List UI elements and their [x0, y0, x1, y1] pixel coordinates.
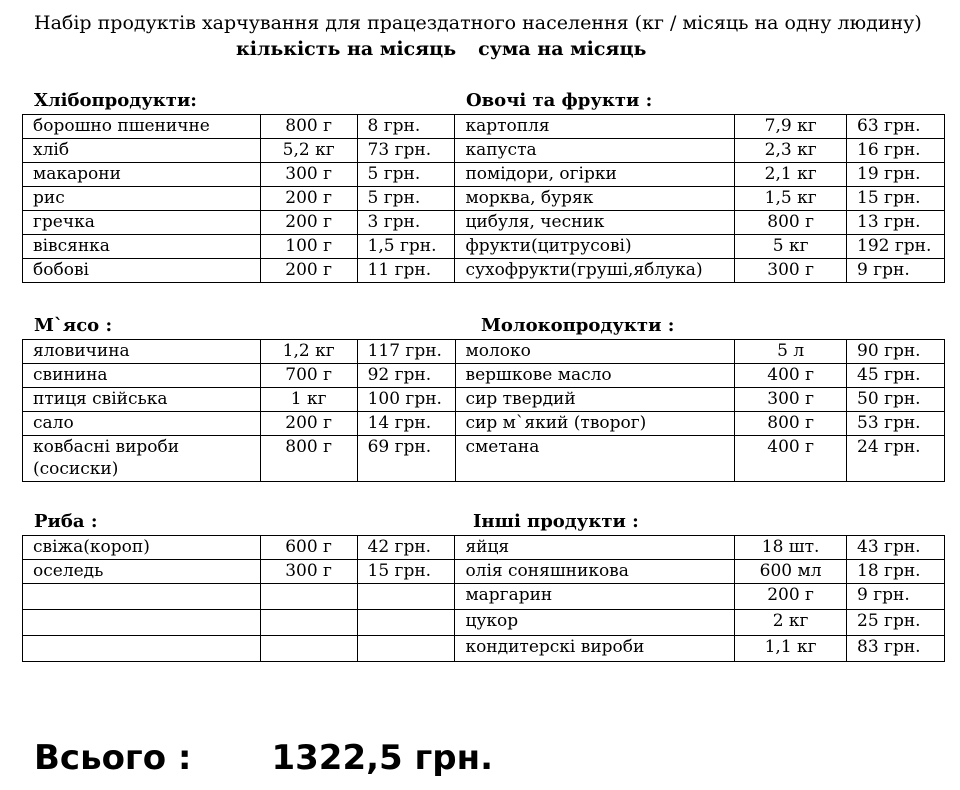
cell-sum: 42 грн. — [357, 536, 455, 560]
cell-name: сухофрукти(груші,яблука) — [455, 259, 735, 283]
table-row — [23, 211, 945, 235]
cell-name: помідори, огірки — [455, 163, 735, 187]
cell-qty: 300 г — [260, 560, 357, 584]
table-bread-vegetables — [22, 114, 945, 283]
cell-sum: 16 грн. — [847, 139, 945, 163]
grand-total — [34, 738, 493, 778]
table-fish-other — [22, 535, 945, 662]
cell-name: рис — [23, 187, 261, 211]
cell-sum: 9 грн. — [847, 259, 945, 283]
cell-name: сало — [23, 412, 261, 436]
cell-name: птиця свійська — [23, 388, 261, 412]
table-row — [23, 187, 945, 211]
cell-sum: 100 грн. — [357, 388, 455, 412]
cell-name: свинина — [23, 364, 261, 388]
cell-sum: 3 грн. — [357, 211, 455, 235]
table-row — [23, 235, 945, 259]
section-title-bread: Хлібопродукти: — [34, 90, 197, 111]
cell-qty: 5 кг — [735, 235, 847, 259]
section-title-meat: М`ясо : — [34, 315, 113, 336]
cell-qty: 300 г — [735, 388, 847, 412]
cell-name: макарони — [23, 163, 261, 187]
cell-qty: 400 г — [735, 364, 847, 388]
cell-sum: 117 грн. — [357, 340, 455, 364]
cell-name: картопля — [455, 115, 735, 139]
cell-name: гречка — [23, 211, 261, 235]
table-row — [23, 163, 945, 187]
cell-name: яйця — [455, 536, 735, 560]
cell-name: бобові — [23, 259, 261, 283]
cell-name: сир м`який (творог) — [455, 412, 735, 436]
table-row — [23, 560, 945, 584]
cell-qty: 1 кг — [260, 388, 357, 412]
cell-empty — [23, 584, 261, 610]
cell-qty: 200 г — [260, 211, 357, 235]
cell-qty: 200 г — [260, 412, 357, 436]
cell-name: оселедь — [23, 560, 261, 584]
table-row — [23, 139, 945, 163]
cell-qty: 100 г — [260, 235, 357, 259]
cell-name: хліб — [23, 139, 261, 163]
cell-qty: 800 г — [735, 211, 847, 235]
cell-qty: 1,5 кг — [735, 187, 847, 211]
cell-empty — [357, 610, 455, 636]
cell-name: вершкове масло — [455, 364, 735, 388]
table-row — [23, 536, 945, 560]
cell-sum: 24 грн. — [847, 436, 945, 482]
cell-sum: 9 грн. — [847, 584, 945, 610]
cell-sum: 53 грн. — [847, 412, 945, 436]
cell-qty: 1,2 кг — [260, 340, 357, 364]
table-row — [23, 388, 945, 412]
cell-qty: 700 г — [260, 364, 357, 388]
cell-name: сметана — [455, 436, 735, 482]
cell-sum: 5 грн. — [357, 187, 455, 211]
cell-qty: 200 г — [260, 259, 357, 283]
cell-name: свіжа(короп) — [23, 536, 261, 560]
table-row — [23, 436, 945, 482]
cell-qty: 800 г — [260, 115, 357, 139]
cell-sum: 69 грн. — [357, 436, 455, 482]
table-row — [23, 584, 945, 610]
table-row — [23, 412, 945, 436]
cell-sum: 15 грн. — [357, 560, 455, 584]
cell-sum: 73 грн. — [357, 139, 455, 163]
cell-sum: 13 грн. — [847, 211, 945, 235]
cell-sum: 83 грн. — [847, 636, 945, 662]
page-title: Набір продуктів харчування для працездатного населення (кг / місяць на одну людину) — [34, 12, 922, 34]
cell-name: цукор — [455, 610, 735, 636]
cell-name: вівсянка — [23, 235, 261, 259]
table-row — [23, 610, 945, 636]
cell-name: борошно пшеничне — [23, 115, 261, 139]
cell-name: олія соняшникова — [455, 560, 735, 584]
cell-empty — [260, 584, 357, 610]
table-row — [23, 259, 945, 283]
total-label: Всього : — [34, 738, 192, 778]
cell-qty: 5 л — [735, 340, 847, 364]
cell-sum: 63 грн. — [847, 115, 945, 139]
cell-sum: 43 грн. — [847, 536, 945, 560]
cell-empty — [23, 636, 261, 662]
cell-empty — [260, 636, 357, 662]
cell-name: сир твердий — [455, 388, 735, 412]
cell-sum: 50 грн. — [847, 388, 945, 412]
cell-qty: 800 г — [260, 436, 357, 482]
cell-qty: 300 г — [260, 163, 357, 187]
cell-name: маргарин — [455, 584, 735, 610]
cell-qty: 1,1 кг — [735, 636, 847, 662]
cell-qty: 5,2 кг — [260, 139, 357, 163]
cell-sum: 8 грн. — [357, 115, 455, 139]
cell-qty: 2,1 кг — [735, 163, 847, 187]
cell-qty: 400 г — [735, 436, 847, 482]
cell-name: капуста — [455, 139, 735, 163]
cell-empty — [260, 610, 357, 636]
cell-qty: 18 шт. — [735, 536, 847, 560]
cell-sum: 45 грн. — [847, 364, 945, 388]
cell-sum: 192 грн. — [847, 235, 945, 259]
cell-sum: 5 грн. — [357, 163, 455, 187]
table-row — [23, 340, 945, 364]
cell-name: цибуля, чесник — [455, 211, 735, 235]
cell-sum: 25 грн. — [847, 610, 945, 636]
cell-qty: 7,9 кг — [735, 115, 847, 139]
cell-sum: 90 грн. — [847, 340, 945, 364]
subtitle-quantity: кількість на місяць — [236, 38, 457, 60]
cell-qty: 600 г — [260, 536, 357, 560]
cell-name: кондитерскі вироби — [455, 636, 735, 662]
cell-sum: 18 грн. — [847, 560, 945, 584]
cell-qty: 800 г — [735, 412, 847, 436]
table-row — [23, 115, 945, 139]
cell-qty: 600 мл — [735, 560, 847, 584]
section-title-vegetables: Овочі та фрукти : — [466, 90, 653, 111]
cell-sum: 14 грн. — [357, 412, 455, 436]
cell-sum: 15 грн. — [847, 187, 945, 211]
table-row — [23, 364, 945, 388]
cell-sum: 11 грн. — [357, 259, 455, 283]
table-meat-dairy — [22, 339, 945, 482]
cell-sum: 92 грн. — [357, 364, 455, 388]
cell-qty: 2,3 кг — [735, 139, 847, 163]
cell-name: молоко — [455, 340, 735, 364]
subtitle-sum: сума на місяць — [478, 38, 647, 60]
section-title-dairy: Молокопродукти : — [481, 315, 675, 336]
cell-sum: 19 грн. — [847, 163, 945, 187]
cell-empty — [357, 636, 455, 662]
cell-qty: 200 г — [260, 187, 357, 211]
cell-name: яловичина — [23, 340, 261, 364]
cell-empty — [23, 610, 261, 636]
cell-qty: 2 кг — [735, 610, 847, 636]
cell-empty — [357, 584, 455, 610]
cell-qty: 200 г — [735, 584, 847, 610]
cell-name: фрукти(цитрусові) — [455, 235, 735, 259]
cell-qty: 300 г — [735, 259, 847, 283]
table-row — [23, 636, 945, 662]
cell-name: ковбасні вироби (сосиски) — [23, 436, 261, 482]
column-subtitle — [236, 38, 646, 60]
section-title-fish: Риба : — [34, 511, 98, 532]
cell-sum: 1,5 грн. — [357, 235, 455, 259]
cell-name: морква, буряк — [455, 187, 735, 211]
total-value: 1322,5 грн. — [271, 738, 494, 778]
section-title-other: Інші продукти : — [473, 511, 639, 532]
